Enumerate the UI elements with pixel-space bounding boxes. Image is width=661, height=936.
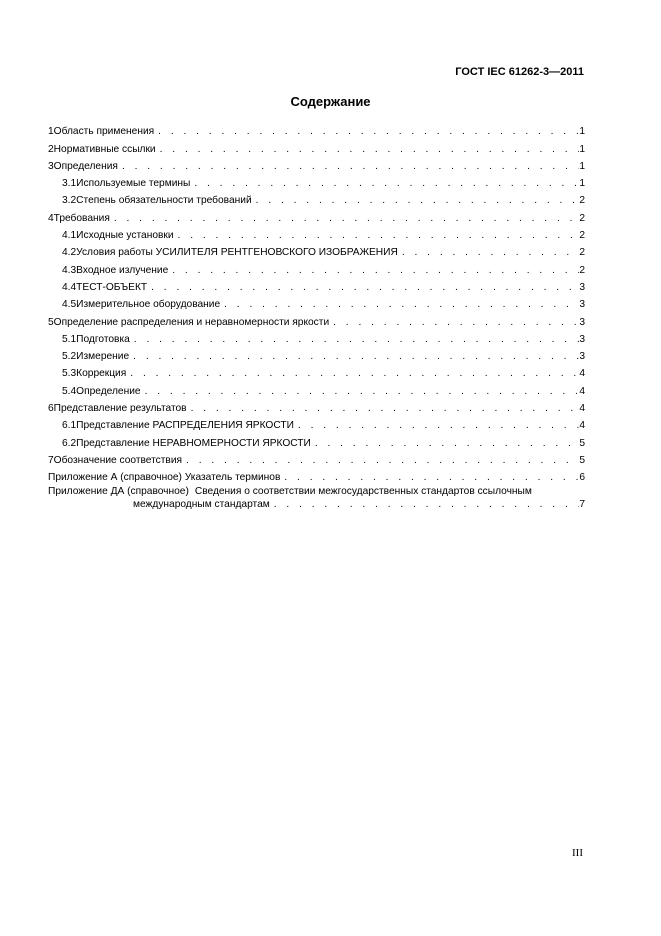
table-of-contents (48, 121, 585, 511)
toc-entry-number: 4 (48, 212, 54, 224)
toc-entry-title: Представление РАСПРЕДЕЛЕНИЯ ЯРКОСТИ (76, 420, 294, 432)
toc-entry[interactable] (48, 173, 585, 190)
toc-entry-page: 2 (579, 195, 585, 207)
toc-entry-title: Определение (76, 385, 141, 397)
toc-entry[interactable] (48, 329, 585, 346)
dot-leader (141, 386, 579, 398)
standard-code: ГОСТ IEC 61262-3—2011 (455, 66, 584, 78)
dot-leader (156, 144, 579, 156)
dot-leader (118, 161, 579, 173)
dot-leader (280, 472, 579, 484)
toc-entry-page: 3 (579, 299, 585, 311)
toc-entry-number: 4.5 (62, 299, 77, 311)
toc-entry[interactable] (48, 190, 585, 207)
toc-entry-title: Измерение (76, 351, 130, 363)
toc-entry-page: 2 (579, 230, 585, 242)
toc-entry-number: 4.1 (62, 230, 77, 242)
toc-entry[interactable] (48, 156, 585, 173)
toc-entry-title: ТЕСТ-ОБЪЕКТ (76, 281, 148, 293)
toc-entry-number: 7 (48, 454, 54, 466)
dot-leader (147, 282, 579, 294)
toc-entry-page: 2 (579, 247, 585, 259)
toc-entry[interactable] (48, 398, 585, 415)
dot-leader (129, 351, 579, 363)
toc-entry[interactable] (48, 207, 585, 224)
appendix-prefix: Приложение ДА (справочное) (48, 486, 189, 498)
toc-entry[interactable] (48, 242, 585, 259)
toc-entry-title: Требования (53, 212, 110, 224)
toc-entry-page: 4 (579, 403, 585, 415)
toc-entry-page: 3 (579, 281, 585, 293)
toc-entry[interactable] (48, 225, 585, 242)
toc-entry-page: 4 (579, 420, 585, 432)
toc-entry-page: 5 (579, 454, 585, 466)
toc-entry-page: 7 (579, 499, 585, 511)
toc-entry-page: 5 (579, 437, 585, 449)
toc-entry-page: 4 (579, 385, 585, 397)
toc-entry[interactable] (48, 432, 585, 449)
toc-entry[interactable] (48, 450, 585, 467)
page-title: Содержание (290, 94, 371, 109)
toc-entry[interactable] (48, 346, 585, 363)
dot-leader (311, 438, 579, 450)
toc-entry[interactable] (48, 294, 585, 311)
toc-entry-title: Подготовка (76, 333, 130, 345)
appendix-title-line1: Сведения о соответствии межгосударственных стандартов ссылочным (194, 486, 532, 498)
toc-entry-number: 5.1 (62, 333, 77, 345)
toc-entry-page: 3 (579, 333, 585, 345)
toc-entry[interactable] (48, 121, 585, 138)
toc-entry-title: Степень обязательности требований (76, 195, 252, 207)
toc-entry-title: Нормативные ссылки (53, 143, 156, 155)
toc-entry-number: 6 (48, 403, 54, 415)
toc-entry-number: 3 (48, 160, 54, 172)
dot-leader (270, 499, 579, 511)
toc-entry[interactable] (48, 138, 585, 155)
dot-leader (398, 247, 579, 259)
toc-entry-title: Измерительное оборудование (76, 299, 221, 311)
dot-leader (110, 213, 579, 225)
dot-leader (168, 265, 579, 277)
dot-leader (130, 334, 579, 346)
toc-entry-page: 3 (579, 351, 585, 363)
toc-entry-title: Обозначение соответствия (53, 454, 183, 466)
toc-entry[interactable] (48, 415, 585, 432)
dot-leader (182, 455, 579, 467)
appendix-title-line2: международным стандартам (133, 499, 270, 511)
dot-leader (174, 230, 579, 242)
toc-entry-number: 4.4 (62, 281, 77, 293)
toc-entry-page: 2 (579, 264, 585, 276)
toc-entry-number: 6.1 (62, 420, 77, 432)
toc-entry[interactable] (48, 380, 585, 397)
toc-entry-page: 1 (579, 160, 585, 172)
toc-entry-page: 2 (579, 212, 585, 224)
toc-entry-number: 5.3 (62, 368, 77, 380)
toc-entry-title: Используемые термины (76, 178, 191, 190)
toc-entry-title: Условия работы УСИЛИТЕЛЯ РЕНТГЕНОВСКОГО ИЗОБРАЖЕНИЯ (76, 247, 398, 259)
dot-leader (294, 420, 579, 432)
toc-entry-title: Представление результатов (53, 403, 187, 415)
toc-entry-number: 1 (48, 126, 54, 138)
toc-entry-number: 5.2 (62, 351, 77, 363)
page-number: III (572, 847, 583, 859)
toc-entry-number: 4.2 (62, 247, 77, 259)
toc-entry-title: Область применения (53, 126, 155, 138)
toc-entry-page: 1 (579, 126, 585, 138)
dot-leader (187, 403, 579, 415)
toc-entry[interactable] (48, 311, 585, 328)
toc-entry-number: 2 (48, 143, 54, 155)
toc-entry-page: 3 (579, 316, 585, 328)
toc-entry[interactable] (48, 467, 585, 484)
toc-entry-number: 5.4 (62, 385, 77, 397)
toc-entry-title: Определение распределения и неравномерности яркости (53, 316, 330, 328)
toc-entry-page: 1 (579, 143, 585, 155)
toc-entry-title: Представление НЕРАВНОМЕРНОСТИ ЯРКОСТИ (76, 437, 311, 449)
toc-entry-number: 3.1 (62, 178, 77, 190)
dot-leader (252, 195, 579, 207)
toc-entry-number: 4.3 (62, 264, 77, 276)
dot-leader (154, 126, 579, 138)
toc-entry-page: 4 (579, 368, 585, 380)
toc-entry-title: Входное излучение (76, 264, 169, 276)
toc-entry-title: Приложение А (справочное) Указатель терминов (48, 472, 281, 484)
toc-entry-appendix-da[interactable] (48, 484, 585, 511)
toc-entry-number: 3.2 (62, 195, 77, 207)
dot-leader (220, 299, 579, 311)
toc-entry-title: Коррекция (76, 368, 127, 380)
toc-entry-title: Исходные установки (76, 230, 174, 242)
toc-entry-page: 6 (579, 472, 585, 484)
dot-leader (126, 368, 579, 380)
toc-entry-title: Определения (53, 160, 118, 172)
dot-leader (190, 178, 579, 190)
toc-entry-number: 6.2 (62, 437, 77, 449)
toc-entry-number: 5 (48, 316, 54, 328)
toc-entry[interactable] (48, 259, 585, 276)
toc-entry[interactable] (48, 277, 585, 294)
dot-leader (329, 317, 579, 329)
toc-entry-page: 1 (579, 178, 585, 190)
toc-entry[interactable] (48, 363, 585, 380)
